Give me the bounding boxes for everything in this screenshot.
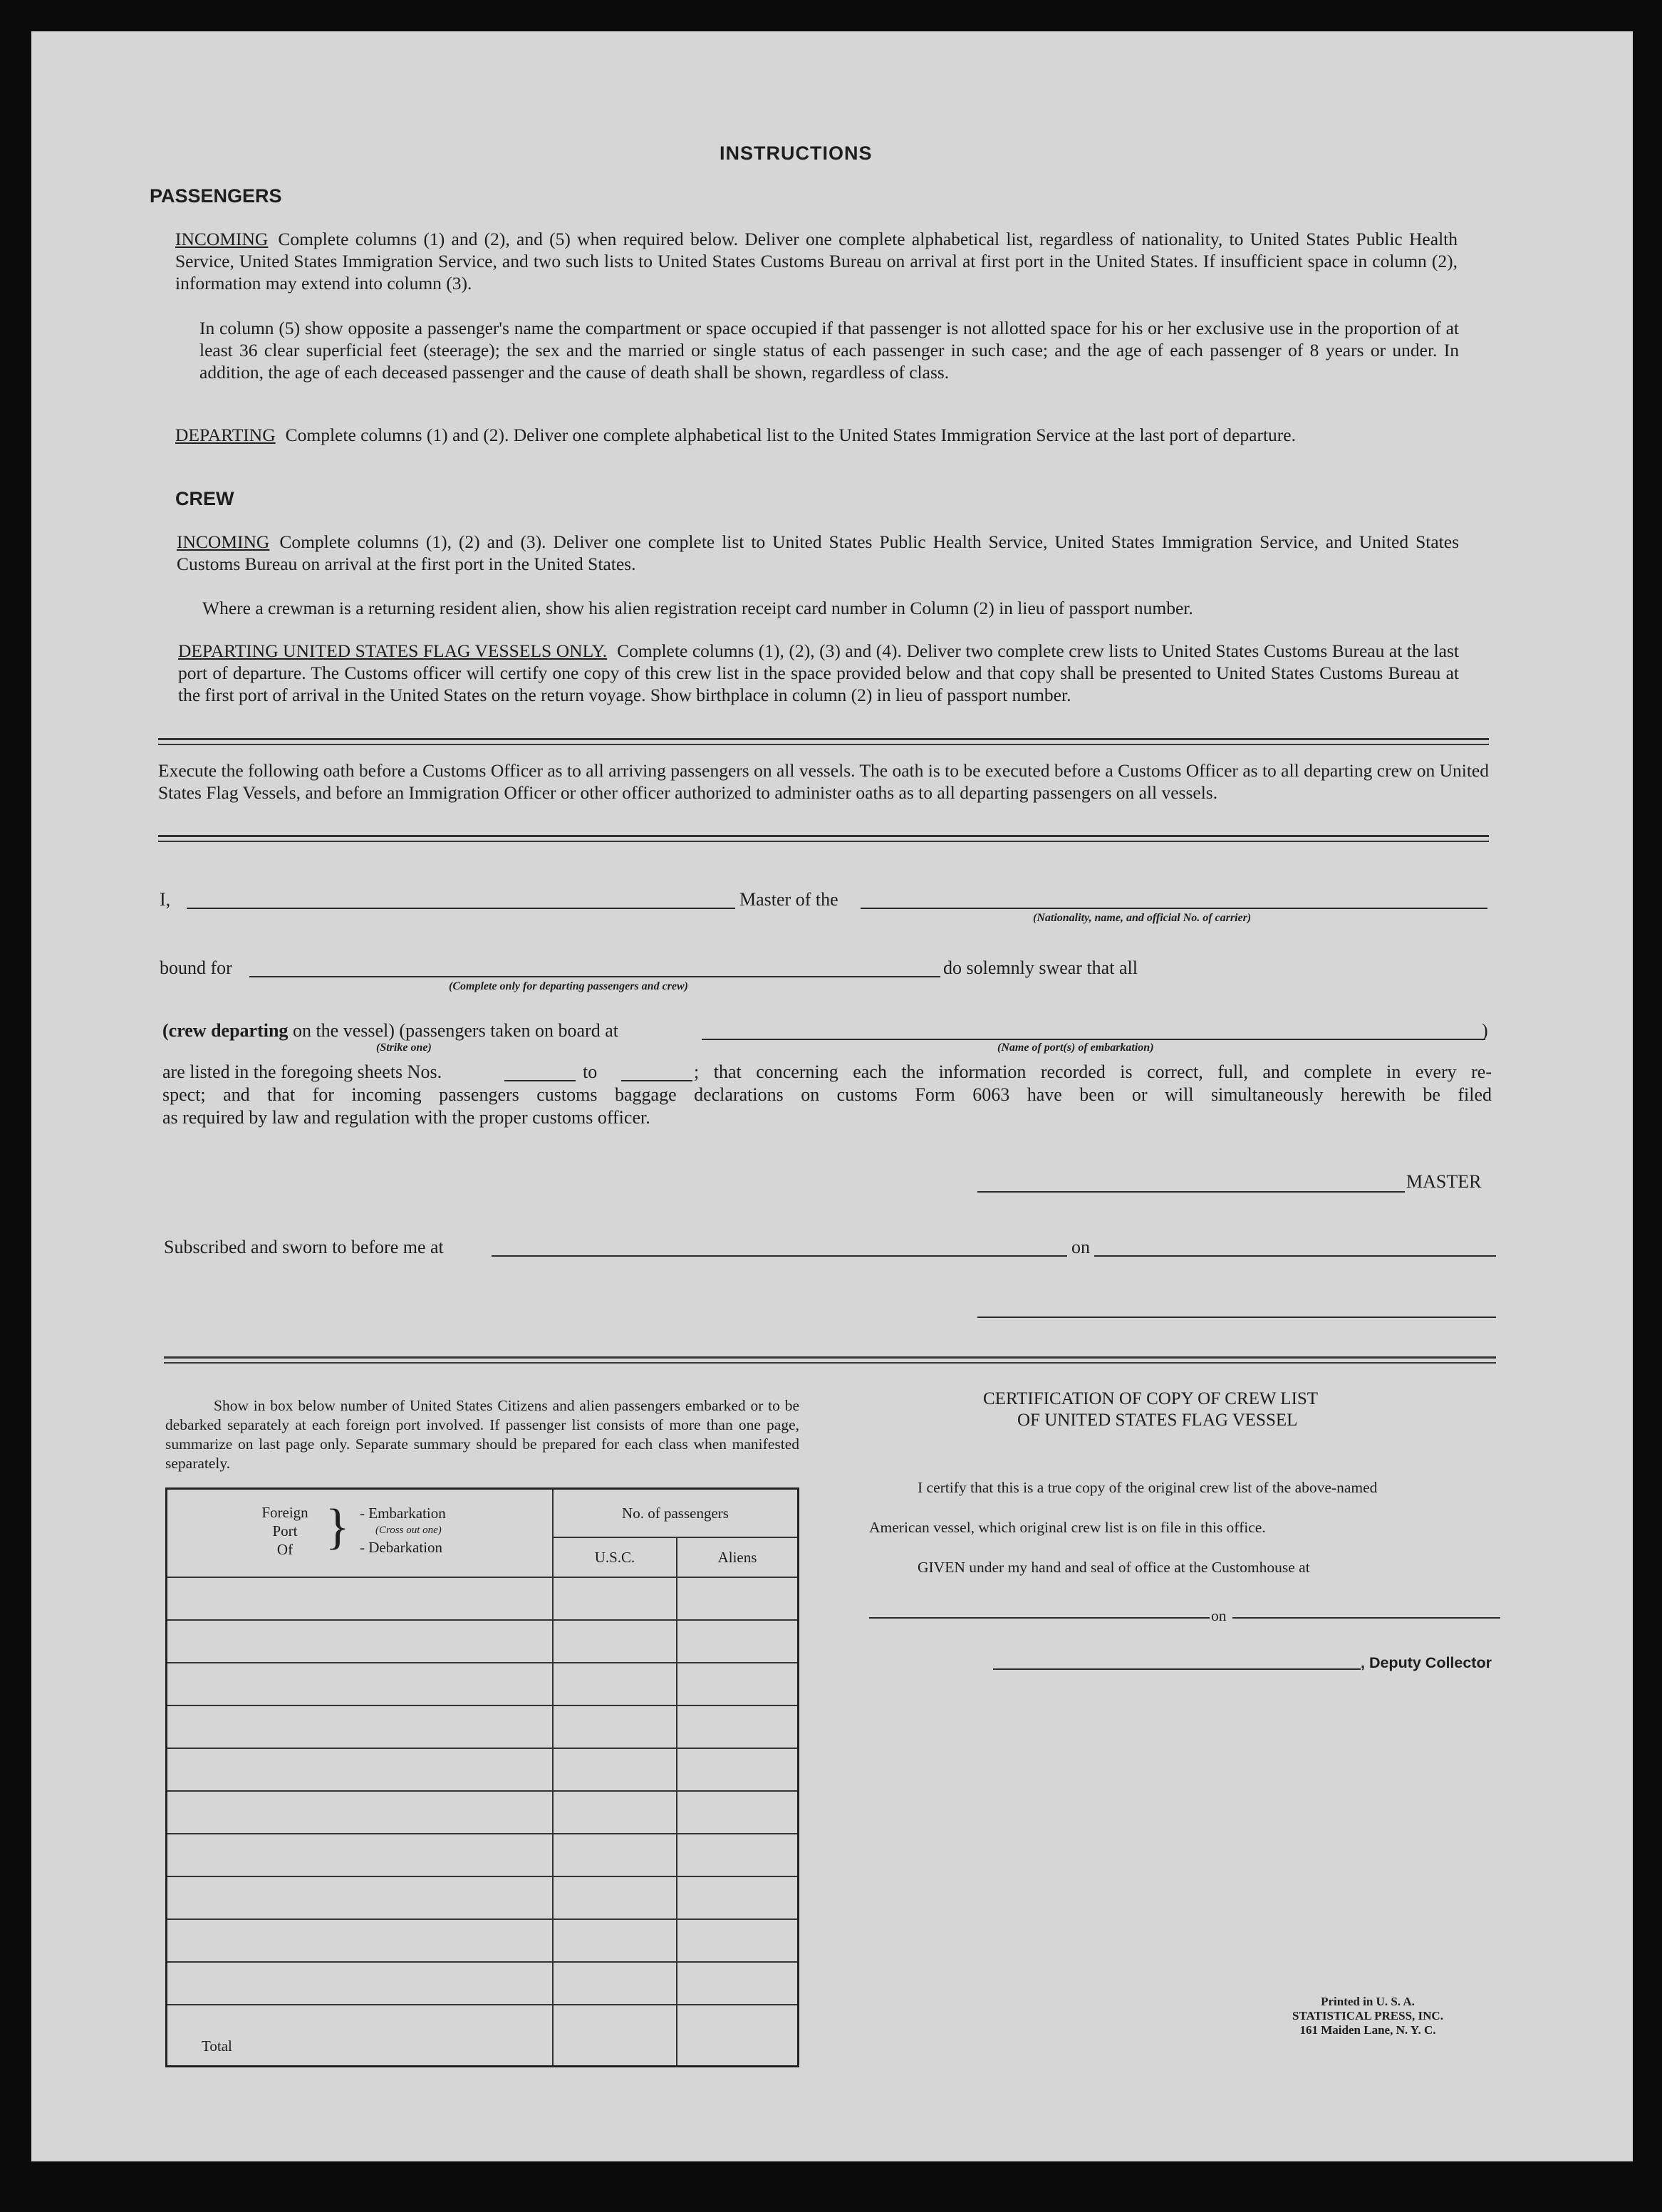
table-row [167, 1577, 799, 1620]
cert-date-field[interactable] [1232, 1617, 1500, 1619]
aliens-cell[interactable] [677, 1620, 799, 1663]
table-row [167, 1834, 799, 1876]
passengers-column5-paragraph: In column (5) show opposite a passenger's name the compartment or space occupied if that passenger is not allotted space for his or her exclusive use in the proportion of at least 36 clear superficial feet (steerage); the sex and the married or single status of each passenger in such case; and the age of each passenger of 8 years or under. In addition, the age of each deceased passenger and the cause of death shall be shown, regardless of class. [199, 318, 1459, 383]
listed-text-line3: as required by law and regulation with the proper customs officer. [162, 1107, 650, 1128]
usc-cell[interactable] [553, 1748, 677, 1791]
aliens-cell[interactable] [677, 1919, 799, 1962]
printer-line-2: STATISTICAL PRESS, INC. [1292, 2009, 1443, 2023]
aliens-cell[interactable] [677, 1962, 799, 2005]
debarkation-label: - Debarkation [360, 1539, 443, 1556]
printer-line-3: 161 Maiden Lane, N. Y. C. [1299, 2023, 1436, 2037]
master-of-the-label: Master of the [739, 889, 838, 910]
deputy-signature-field[interactable] [993, 1668, 1361, 1670]
no-of-passengers-header: No. of passengers [553, 1489, 799, 1538]
on-the-vessel-label: on the vessel) [292, 1020, 395, 1041]
ports-caption: (Name of port(s) of embarkation) [997, 1042, 1154, 1054]
listed-text-line1: ; that concerning each the information recorded is correct, full, and complete in every re- [694, 1061, 1492, 1082]
sheet-to-field[interactable] [621, 1080, 692, 1081]
passengers-departing-paragraph [175, 424, 1458, 446]
divider-rule [158, 841, 1489, 842]
certify-line-1: I certify that this is a true copy of the original crew list of the above-named [918, 1479, 1378, 1496]
swear-label: do solemnly swear that all [943, 957, 1138, 978]
port-cell[interactable] [167, 1962, 554, 2005]
printer-imprint [1282, 1995, 1453, 2037]
passengers-taken-label: (passengers taken on board at [399, 1020, 618, 1041]
foreign-port-header [167, 1489, 554, 1578]
table-row [167, 1876, 799, 1919]
passengers-departing-label: DEPARTING [175, 425, 276, 445]
table-row [167, 1620, 799, 1663]
printer-line-1: Printed in U. S. A. [1321, 1995, 1415, 2008]
listed-text-line2: spect; and that for incoming passengers customs baggage declarations on customs Form 6063 have been or will simultaneously herewith be filed [162, 1084, 1492, 1105]
port-cell[interactable] [167, 1834, 554, 1876]
usc-cell[interactable] [553, 1663, 677, 1705]
cert-on-label: on [1211, 1607, 1227, 1624]
master-signature-field[interactable] [977, 1191, 1405, 1193]
crew-departing-label: (crew departing [162, 1020, 289, 1041]
aliens-cell[interactable] [677, 1748, 799, 1791]
passengers-departing-text: Complete columns (1) and (2). Deliver one complete alphabetical list to the United States Immigration Service at the last port of departure. [285, 425, 1296, 445]
passengers-incoming-paragraph [175, 228, 1458, 294]
port-label: Port [272, 1522, 298, 1539]
total-aliens-cell[interactable] [677, 2005, 799, 2067]
port-cell[interactable] [167, 1876, 554, 1919]
certification-heading-2: OF UNITED STATES FLAG VESSEL [1017, 1411, 1298, 1430]
crew-departing-text: Complete columns (1), (2), (3) and (4). Deliver two complete crew lists to United States Customs Bureau at the last port of departure. The Customs officer will certify one copy of this crew list in the space provided below and that copy shall be presented to United States Customs Bureau at the first port of arrival in the United States on the return voyage. Show birthplace in column (2) in lieu of passport number. [178, 640, 1459, 705]
foreign-label: Foreign [261, 1504, 308, 1521]
table-row [167, 1748, 799, 1791]
passengers-incoming-text: Complete columns (1) and (2), and (5) when required below. Deliver one complete alphabetical list, regardless of nationality, to United States Public Health Service, United States Immigration Service, and two such lists to United States Customs Bureau on arrival at first port in the United States. If insufficient space in column (2), information may extend into column (3). [175, 229, 1458, 294]
table-row [167, 1705, 799, 1748]
divider-rule [164, 1362, 1496, 1364]
usc-cell[interactable] [553, 1962, 677, 2005]
crew-resident-paragraph: Where a crewman is a returning resident alien, show his alien registration receipt card number in Column (2) in lieu of passport number. [202, 598, 1193, 618]
crew-heading: CREW [175, 488, 234, 509]
subscribed-place-field[interactable] [492, 1255, 1067, 1257]
port-cell[interactable] [167, 1577, 554, 1620]
table-row [167, 1919, 799, 1962]
port-cell[interactable] [167, 1748, 554, 1791]
brace-icon: } [326, 1500, 350, 1554]
subscribed-date-field[interactable] [1094, 1255, 1496, 1257]
divider-rule [158, 738, 1489, 740]
total-usc-cell[interactable] [553, 2005, 677, 2067]
crew-incoming-paragraph [177, 531, 1459, 575]
usc-cell[interactable] [553, 1620, 677, 1663]
table-row [167, 1962, 799, 2005]
crew-passengers-line [162, 1020, 618, 1042]
strike-one-caption: (Strike one) [376, 1042, 432, 1054]
certify-line-2: American vessel, which original crew list is on file in this office. [869, 1519, 1266, 1536]
subscribed-on-label: on [1071, 1237, 1090, 1257]
aliens-header: Aliens [677, 1537, 799, 1577]
sheets-label: are listed in the foregoing sheets Nos. [162, 1061, 442, 1082]
to-label: to [583, 1061, 598, 1082]
crew-departing-label: DEPARTING UNITED STATES FLAG VESSELS ONLY. [178, 640, 608, 661]
oath-instruction: Execute the following oath before a Customs Officer as to all arriving passengers on all vessels. The oath is to be executed before a Customs Officer as to all departing crew on United States Flag Vessels, and before an Immigration Officer or other officer authorized to administer oaths as to all departing passengers on all vessels. [158, 760, 1489, 803]
usc-cell[interactable] [553, 1876, 677, 1919]
port-cell[interactable] [167, 1919, 554, 1962]
usc-header: U.S.C. [553, 1537, 677, 1577]
bound-for-caption: (Complete only for departing passengers and crew) [449, 980, 688, 992]
of-label: Of [276, 1541, 294, 1558]
table-row [167, 1791, 799, 1834]
divider-rule [158, 835, 1489, 837]
oath-i-label: I, [160, 889, 171, 910]
carrier-field[interactable] [861, 908, 1487, 909]
divider-rule [164, 1356, 1496, 1359]
officer-signature-field[interactable] [977, 1317, 1496, 1318]
embarkation-port-field[interactable] [702, 1039, 1485, 1040]
usc-cell[interactable] [553, 1791, 677, 1834]
master-signature-label: MASTER [1406, 1171, 1482, 1192]
port-cell[interactable] [167, 1620, 554, 1663]
ports-summary-table [165, 1487, 799, 2067]
carrier-caption: (Nationality, name, and official No. of carrier) [1033, 912, 1252, 924]
aliens-cell[interactable] [677, 1834, 799, 1876]
port-cell[interactable] [167, 1791, 554, 1834]
total-label: Total [167, 2005, 554, 2067]
aliens-cell[interactable] [677, 1876, 799, 1919]
embarkation-label: - Embarkation [360, 1505, 446, 1522]
sheet-from-field[interactable] [504, 1080, 576, 1081]
customhouse-field[interactable] [869, 1617, 1210, 1619]
master-name-field[interactable] [187, 908, 735, 909]
aliens-cell[interactable] [677, 1705, 799, 1748]
crew-incoming-text: Complete columns (1), (2) and (3). Deliver one complete list to United States Public Health Service, United States Immigration Service, and United States Customs Bureau on arrival at the first port in the United States. [177, 531, 1459, 574]
usc-cell[interactable] [553, 1577, 677, 1620]
close-paren: ) [1482, 1020, 1488, 1041]
bound-for-field[interactable] [249, 976, 940, 977]
cross-out-label: (Cross out one) [375, 1525, 442, 1536]
usc-cell[interactable] [553, 1705, 677, 1748]
bound-for-label: bound for [160, 957, 232, 978]
aliens-cell[interactable] [677, 1791, 799, 1834]
summary-instruction: Show in box below number of United States Citizens and alien passengers embarked or to be debarked separately at each foreign port involved. If passenger list consists of more than one page, summarize on last page only. Separate summary should be prepared for each class when manifested separately. [165, 1397, 799, 1472]
divider-rule [158, 744, 1489, 745]
usc-cell[interactable] [553, 1919, 677, 1962]
aliens-cell[interactable] [677, 1577, 799, 1620]
page-title: INSTRUCTIONS [720, 142, 873, 164]
crew-incoming-label: INCOMING [177, 531, 270, 552]
passengers-heading: PASSENGERS [150, 185, 282, 207]
port-cell[interactable] [167, 1705, 554, 1748]
given-line: GIVEN under my hand and seal of office at the Customhouse at [918, 1559, 1310, 1576]
usc-cell[interactable] [553, 1834, 677, 1876]
port-cell[interactable] [167, 1663, 554, 1705]
crew-departing-paragraph [178, 640, 1459, 706]
passengers-incoming-label: INCOMING [175, 229, 269, 249]
deputy-collector-label: , Deputy Collector [1361, 1654, 1492, 1671]
subscribed-label: Subscribed and sworn to before me at [164, 1237, 444, 1257]
table-row [167, 1663, 799, 1705]
certification-heading-1: CERTIFICATION OF COPY OF CREW LIST [983, 1389, 1319, 1408]
aliens-cell[interactable] [677, 1663, 799, 1705]
